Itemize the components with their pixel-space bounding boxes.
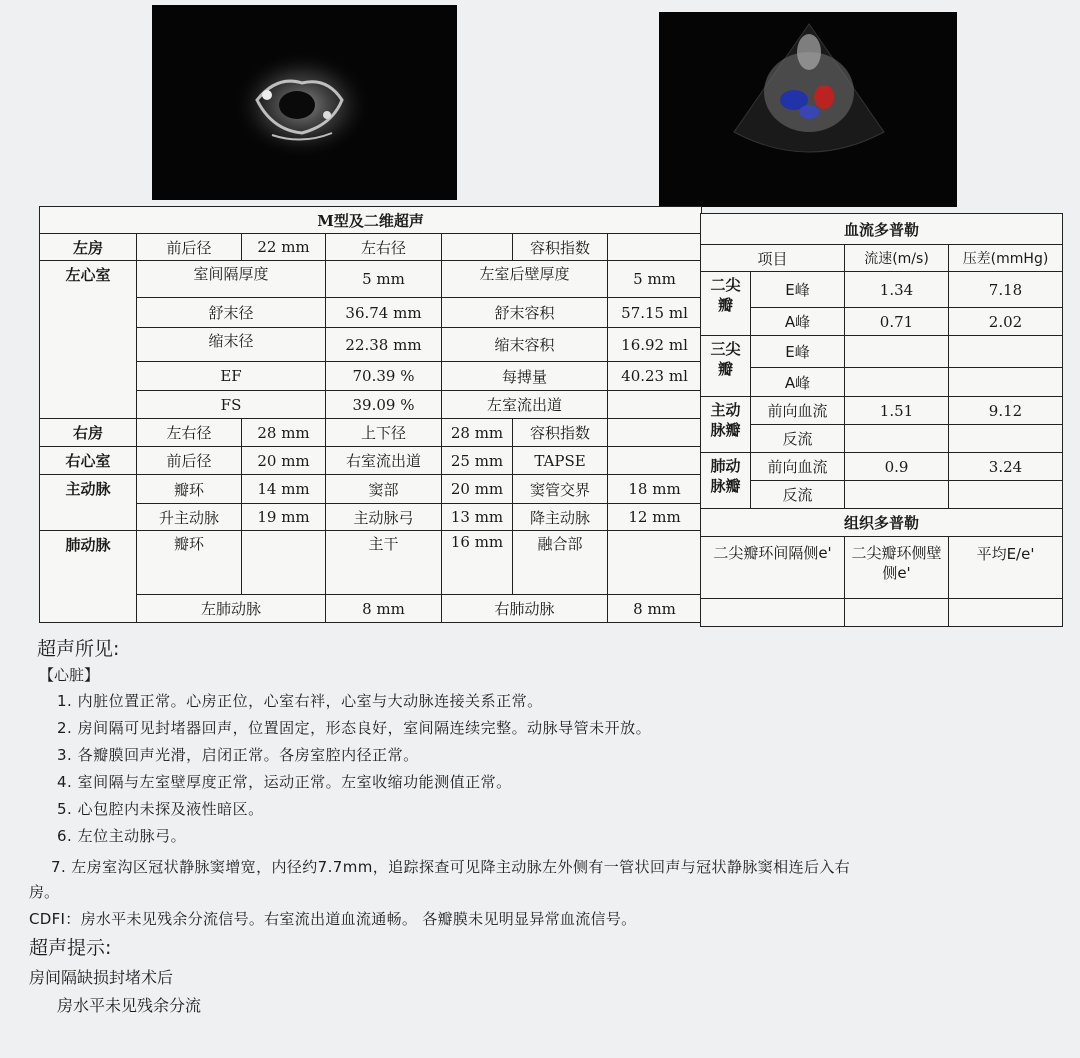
lv-label: 左心室 <box>40 261 137 419</box>
conclusion-title: 超声提示: <box>29 937 112 959</box>
velocity-value: 0.71 <box>845 308 949 336</box>
peak-label: A峰 <box>751 368 845 397</box>
finding-item: 2. 房间隔可见封堵器回声，位置固定，形态良好，室间隔连续完整。动脉导管未开放。 <box>57 719 652 737</box>
field-label: TAPSE <box>513 447 608 475</box>
field-value: 13 mm <box>442 504 513 531</box>
field-value: 18 mm <box>608 475 702 504</box>
field-label: 容积指数 <box>513 419 608 447</box>
valve-aortic: 主动脉瓣 <box>701 397 751 453</box>
field-label: 左室后壁厚度 <box>442 261 608 298</box>
tissue-value-lateral <box>845 599 949 627</box>
aorta-label: 主动脉 <box>40 475 137 531</box>
finding-item-continuation: 房。 <box>29 883 60 901</box>
field-value: 40.23 ml <box>608 362 702 391</box>
field-value: 57.15 ml <box>608 298 702 328</box>
valve-tricuspid: 三尖瓣 <box>701 336 751 397</box>
rv-label: 右心室 <box>40 447 137 475</box>
field-value: 5 mm <box>608 261 702 298</box>
field-value: 28 mm <box>242 419 326 447</box>
field-label: 升主动脉 <box>137 504 242 531</box>
field-value: 25 mm <box>442 447 513 475</box>
findings-title: 超声所见: <box>37 638 120 660</box>
tissue-col-septal: 二尖瓣环间隔侧e' <box>701 537 845 599</box>
flow-label: 前向血流 <box>751 453 845 481</box>
field-label: 主动脉弓 <box>326 504 442 531</box>
field-label: 舒末容积 <box>442 298 608 328</box>
pressure-value <box>949 481 1063 509</box>
pressure-value <box>949 425 1063 453</box>
field-value: 22 mm <box>242 234 326 261</box>
flow-label: 前向血流 <box>751 397 845 425</box>
echocardiogram-2d-icon <box>152 5 457 200</box>
doppler-table <box>700 213 1063 627</box>
conclusion-line: 房间隔缺损封堵术后 <box>29 968 174 987</box>
field-label: 室间隔厚度 <box>137 261 326 298</box>
ra-label: 右房 <box>40 419 137 447</box>
velocity-value: 1.34 <box>845 272 949 308</box>
finding-item: 4. 室间隔与左室壁厚度正常，运动正常。左室收缩功能测值正常。 <box>57 773 512 791</box>
pressure-value: 9.12 <box>949 397 1063 425</box>
field-label: 主干 <box>326 531 442 595</box>
field-value: 22.38 mm <box>326 328 442 362</box>
field-label: 左右径 <box>326 234 442 261</box>
pressure-value: 2.02 <box>949 308 1063 336</box>
field-label: 窦管交界 <box>513 475 608 504</box>
field-label: 右肺动脉 <box>442 595 608 623</box>
pressure-value: 3.24 <box>949 453 1063 481</box>
finding-item: 6. 左位主动脉弓。 <box>57 827 187 845</box>
field-value <box>242 531 326 595</box>
field-label: EF <box>137 362 326 391</box>
field-label: 容积指数 <box>513 234 608 261</box>
tissue-doppler-title: 组织多普勒 <box>701 509 1063 537</box>
field-label: 左肺动脉 <box>137 595 326 623</box>
field-label: 缩末径 <box>137 328 326 362</box>
finding-item: 3. 各瓣膜回声光滑，启闭正常。各房室腔内径正常。 <box>57 746 419 764</box>
field-value <box>608 391 702 419</box>
valve-pulmonary: 肺动脉瓣 <box>701 453 751 509</box>
field-value <box>608 531 702 595</box>
field-value: 36.74 mm <box>326 298 442 328</box>
flow-label: 反流 <box>751 481 845 509</box>
field-value: 12 mm <box>608 504 702 531</box>
finding-item: 7. 左房室沟区冠状静脉窦增宽，内径约7.7mm，追踪探查可见降主动脉左外侧有一管状回声与冠状静脉窦相连后入右 <box>51 858 851 876</box>
col-velocity: 流速(m/s) <box>845 245 949 272</box>
field-label: 窦部 <box>326 475 442 504</box>
field-value: 8 mm <box>326 595 442 623</box>
field-value: 70.39 % <box>326 362 442 391</box>
field-label: 瓣环 <box>137 475 242 504</box>
field-label: 上下径 <box>326 419 442 447</box>
field-label: 融合部 <box>513 531 608 595</box>
field-label: FS <box>137 391 326 419</box>
field-label: 左右径 <box>137 419 242 447</box>
velocity-value <box>845 368 949 397</box>
findings-heart-tag: 【心脏】 <box>39 666 100 684</box>
finding-item: 5. 心包腔内未探及液性暗区。 <box>57 800 264 818</box>
field-value: 8 mm <box>608 595 702 623</box>
pressure-value <box>949 368 1063 397</box>
field-label: 瓣环 <box>137 531 242 595</box>
doppler-title: 血流多普勒 <box>701 214 1063 245</box>
field-label: 每搏量 <box>442 362 608 391</box>
valve-mitral: 二尖瓣 <box>701 272 751 336</box>
field-value <box>608 234 702 261</box>
field-value: 28 mm <box>442 419 513 447</box>
field-value <box>608 419 702 447</box>
peak-label: E峰 <box>751 272 845 308</box>
pressure-value <box>949 336 1063 368</box>
field-label: 舒末径 <box>137 298 326 328</box>
velocity-value: 0.9 <box>845 453 949 481</box>
mmode-2d-table <box>39 206 702 623</box>
field-value: 20 mm <box>442 475 513 504</box>
tissue-col-lateral: 二尖瓣环侧壁侧e' <box>845 537 949 599</box>
tissue-value-septal <box>701 599 845 627</box>
cdfi-text: CDFI：房水平未见残余分流信号。右室流出道血流通畅。 各瓣膜未见明显异常血流信号。 <box>29 910 637 928</box>
field-value: 14 mm <box>242 475 326 504</box>
velocity-value <box>845 336 949 368</box>
field-label: 前后径 <box>137 234 242 261</box>
col-pressure-gradient: 压差(mmHg) <box>949 245 1063 272</box>
flow-label: 反流 <box>751 425 845 453</box>
echocardiogram-color-doppler-icon <box>659 12 957 207</box>
velocity-value: 1.51 <box>845 397 949 425</box>
field-label: 降主动脉 <box>513 504 608 531</box>
field-label: 左室流出道 <box>442 391 608 419</box>
field-label: 缩末容积 <box>442 328 608 362</box>
field-value: 19 mm <box>242 504 326 531</box>
field-value <box>608 447 702 475</box>
field-value: 20 mm <box>242 447 326 475</box>
velocity-value <box>845 481 949 509</box>
velocity-value <box>845 425 949 453</box>
pa-label: 肺动脉 <box>40 531 137 623</box>
la-label: 左房 <box>40 234 137 261</box>
conclusion-line: 房水平未见残余分流 <box>57 996 202 1015</box>
field-value <box>442 234 513 261</box>
field-value: 16.92 ml <box>608 328 702 362</box>
peak-label: E峰 <box>751 336 845 368</box>
tissue-col-avg: 平均E/e' <box>949 537 1063 599</box>
tissue-value-avg <box>949 599 1063 627</box>
field-value: 16 mm <box>442 531 513 595</box>
col-item: 项目 <box>701 245 845 272</box>
field-label: 前后径 <box>137 447 242 475</box>
finding-item: 1. 内脏位置正常。心房正位，心室右袢，心室与大动脉连接关系正常。 <box>57 692 543 710</box>
mmode-title: M型及二维超声 <box>40 207 702 234</box>
field-value: 5 mm <box>326 261 442 298</box>
field-label: 右室流出道 <box>326 447 442 475</box>
peak-label: A峰 <box>751 308 845 336</box>
pressure-value: 7.18 <box>949 272 1063 308</box>
field-value: 39.09 % <box>326 391 442 419</box>
